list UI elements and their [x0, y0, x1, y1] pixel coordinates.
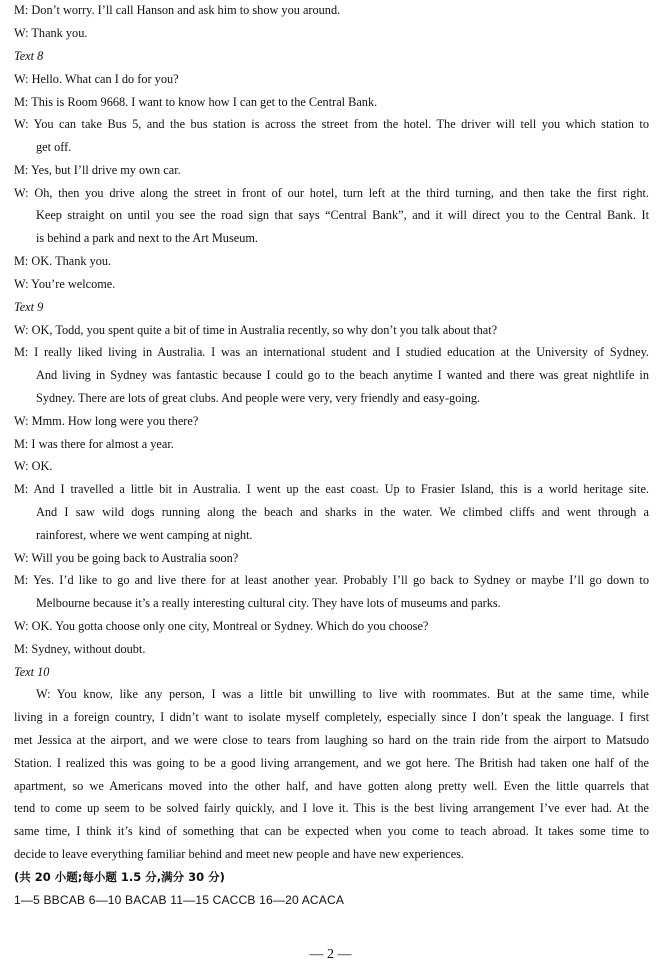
text-line: W: Thank you.	[14, 26, 88, 40]
text-line: W: Will you be going back to Australia soon?	[14, 551, 239, 565]
text-line: M: Sydney, without doubt.	[14, 642, 146, 656]
text-line: 1—5 BBCAB 6—10 BACAB 11—15 CACCB 16—20 ACACA	[14, 893, 345, 907]
text-line: apartment, so we Americans moved into the other half, and have gotten along pretty well. Even the little quarrels that	[14, 779, 649, 793]
text-line: W: OK, Todd, you spent quite a bit of time in Australia recently, so why don’t you talk about that?	[14, 323, 498, 337]
text-line: W: OK. You gotta choose only one city, Montreal or Sydney. Which do you choose?	[14, 619, 429, 633]
section-label: Text 9	[14, 300, 44, 314]
section-label: Text 10	[14, 665, 50, 679]
text-line: get off.	[36, 140, 72, 154]
text-line: M: Yes, but I’ll drive my own car.	[14, 163, 181, 177]
text-line: W: You know, like any person, I was a little bit unwilling to live with roommates. But at the same time, while	[36, 687, 649, 701]
text-line: same time, I think it’s kind of something that can be expected when you come to teach abroad. It takes some time to	[14, 824, 649, 838]
text-line: is behind a park and next to the Art Museum.	[36, 231, 258, 245]
text-line: And I saw wild dogs running along the beach and sharks in the water. We climbed cliffs and went through a	[36, 505, 649, 519]
text-line: Melbourne because it’s a really interesting cultural city. They have lots of museums and parks.	[36, 596, 501, 610]
text-line: W: You’re welcome.	[14, 277, 116, 291]
text-line: M: This is Room 9668. I want to know how I can get to the Central Bank.	[14, 95, 378, 109]
text-line: W: You can take Bus 5, and the bus station is across the street from the hotel. The driver will tell you which station to	[14, 117, 649, 131]
text-line: Keep straight on until you see the road sign that says “Central Bank”, and it will direct you to the Central Bank. It	[36, 208, 649, 222]
text-line: W: Hello. What can I do for you?	[14, 72, 179, 86]
text-line: Sydney. There are lots of great clubs. And people were very, very friendly and easy-going.	[36, 391, 481, 405]
page-number: — 2 —	[309, 947, 352, 962]
section-label: Text 8	[14, 49, 44, 63]
text-line: M: Don’t worry. I’ll call Hanson and ask him to show you around.	[14, 3, 341, 17]
text-line: living in a foreign country, I didn’t want to isolate myself completely, especially since I don’t speak the language. I first	[14, 710, 649, 724]
text-line: M: I really liked living in Australia. I was an international student and I studied education at the University of Sydney.	[14, 345, 649, 359]
text-line: M: Yes. I’d like to go and live there for at least another year. Probably I’ll go back to Sydney or maybe I’ll go down to	[14, 573, 649, 587]
text-line: met Jessica at the airport, and we were close to tears from laughing so hard on the train ride from the airport to Matsudo	[14, 733, 649, 747]
text-line: M: OK. Thank you.	[14, 254, 112, 268]
text-line: And living in Sydney was fantastic because I could go to the beach anytime I wanted and there was great nightlife in	[36, 368, 649, 382]
text-line: W: Oh, then you drive along the street in front of our hotel, turn left at the third turning, and then take the first right.	[14, 186, 649, 200]
text-line: Station. I realized this was going to be a good living arrangement, and we got here. The British had taken one half of the	[14, 756, 649, 770]
text-line: decide to leave everything familiar behind and meet new people and have new experiences.	[14, 847, 465, 861]
text-line: tend to come up seem to be solved fairly quickly, and I love it. This is the best living arrangement I’ve ever had. At the	[14, 801, 649, 815]
text-line: M: And I travelled a little bit in Australia. I went up the east coast. Up to Frasier Island, this is a world heritage site.	[14, 482, 649, 496]
text-line: M: I was there for almost a year.	[14, 437, 174, 451]
text-line: rainforest, where we went camping at night.	[36, 528, 253, 542]
text-line: W: OK.	[14, 459, 53, 473]
text-line: W: Mmm. How long were you there?	[14, 414, 199, 428]
text-line: (共 20 小题;每小题 1.5 分,满分 30 分)	[14, 870, 225, 884]
